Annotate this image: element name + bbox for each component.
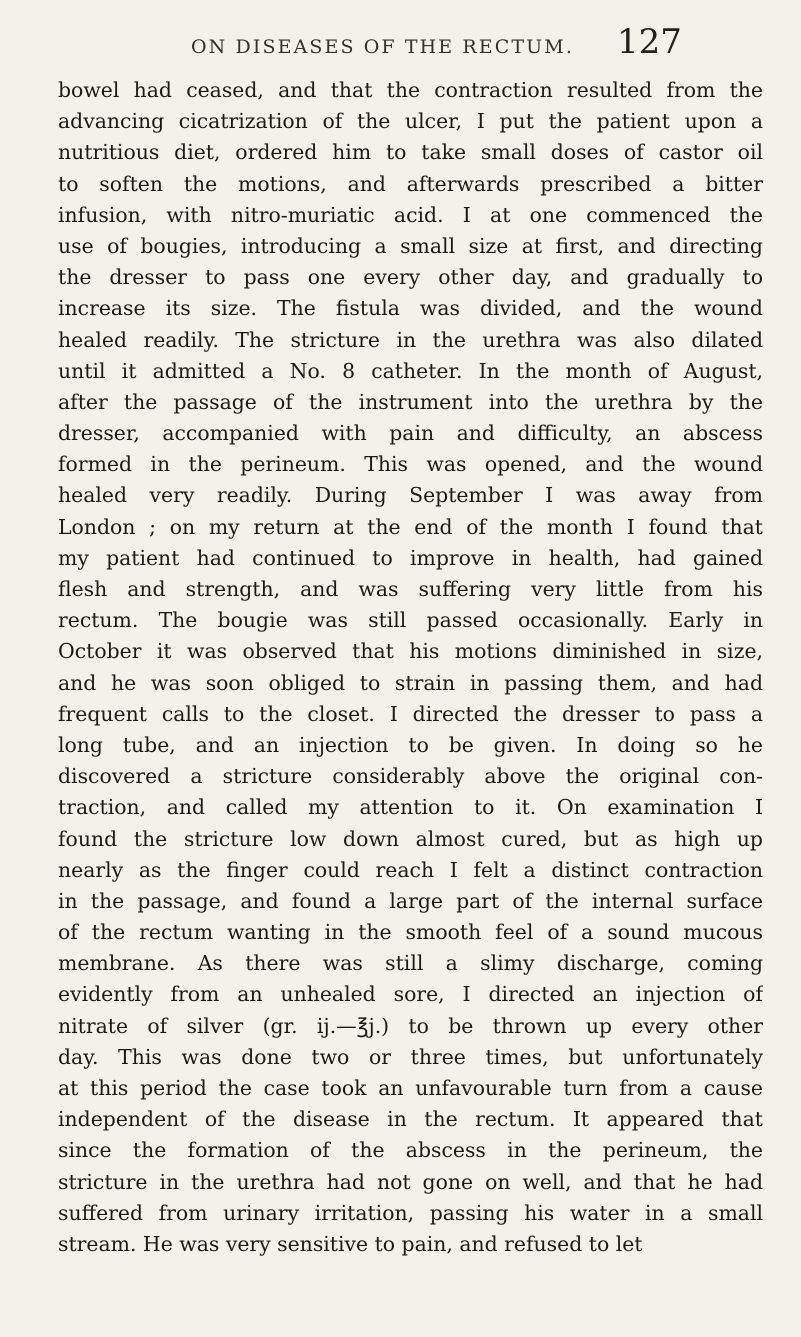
body-text (58, 75, 763, 1260)
text-line: since the formation of the abscess in the perineum, the (58, 1138, 763, 1163)
text-line: independent of the disease in the rectum. It appeared that (58, 1107, 763, 1132)
text-line: healed very readily. During September I was away from (58, 483, 763, 508)
text-line: traction, and called my attention to it. On examination I (58, 795, 763, 820)
page-number: 127 (617, 22, 682, 62)
text-line: flesh and strength, and was suffering very little from his (58, 577, 763, 601)
text-line: in the passage, and found a large part of the internal surface (58, 888, 763, 913)
text-line: increase its size. The fistula was divided, and the wound (58, 296, 763, 321)
text-line: the dresser to pass one every other day, and gradually to (58, 265, 763, 290)
text-line: formed in the perineum. This was opened, and the wound (58, 452, 763, 477)
text-line: suffered from urinary irritation, passing his water in a small (58, 1200, 763, 1225)
page-header (0, 22, 801, 68)
text-line: frequent calls to the closet. I directed the dresser to pass a (58, 701, 763, 726)
text-line: London ; on my return at the end of the month I found that (58, 514, 763, 539)
text-line: nearly as the finger could reach I felt a distinct contraction (58, 857, 763, 882)
text-line: healed readily. The stricture in the urethra was also dilated (58, 327, 763, 352)
text-line: evidently from an unhealed sore, I directed an injection of (58, 982, 763, 1007)
text-line: October it was observed that his motions diminished in size, (58, 639, 763, 664)
text-line: found the stricture low down almost cured, but as high up (58, 826, 763, 851)
text-line: nitrate of silver (gr. ij.—℥j.) to be thrown up every other (58, 1013, 763, 1038)
text-line: stricture in the urethra had not gone on well, and that he had (58, 1169, 763, 1194)
text-line: membrane. As there was still a slimy discharge, coming (58, 951, 763, 976)
text-line: after the passage of the instrument into the urethra by the (58, 389, 763, 414)
text-line: at this period the case took an unfavourable turn from a cause (58, 1076, 763, 1100)
text-line: my patient had continued to improve in health, had gained (58, 545, 763, 570)
text-line: advancing cicatrization of the ulcer, I put the patient upon a (58, 109, 763, 134)
text-line: infusion, with nitro-muriatic acid. I at one commenced the (58, 202, 763, 227)
text-line: bowel had ceased, and that the contraction resulted from the (58, 78, 763, 102)
running-head: ON DISEASES OF THE RECTUM. (191, 36, 574, 58)
text-line: use of bougies, introducing a small size at first, and directing (58, 233, 763, 258)
text-line: rectum. The bougie was still passed occasionally. Early in (58, 608, 763, 633)
text-line: stream. He was very sensitive to pain, and refused to let (58, 1231, 643, 1256)
text-line: day. This was done two or three times, but unfortunately (58, 1044, 763, 1069)
text-line: dresser, accompanied with pain and difficulty, an abscess (58, 421, 763, 446)
text-line: of the rectum wanting in the smooth feel of a sound mucous (58, 920, 763, 945)
text-line: until it admitted a No. 8 catheter. In the month of August, (58, 358, 763, 383)
text-line: discovered a stricture considerably above the original con- (58, 764, 763, 789)
text-line: to soften the motions, and afterwards prescribed a bitter (58, 171, 763, 196)
text-line: nutritious diet, ordered him to take small doses of castor oil (58, 140, 763, 165)
text-line: long tube, and an injection to be given. In doing so he (58, 732, 763, 757)
text-line: and he was soon obliged to strain in passing them, and had (58, 670, 763, 695)
